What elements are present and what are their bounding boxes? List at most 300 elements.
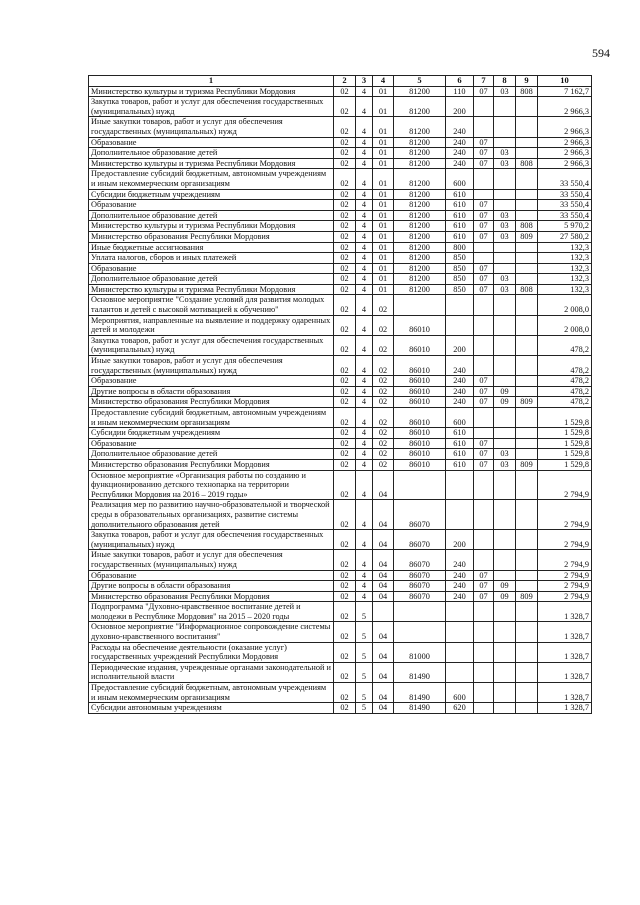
event-code-cell: 02 xyxy=(373,386,394,397)
ministry-code-cell: 809 xyxy=(516,231,538,242)
program-code-cell: 02 xyxy=(334,376,356,387)
subprogram-code-cell: 4 xyxy=(356,210,373,221)
expense-type-code-cell xyxy=(446,662,474,682)
column-header: 6 xyxy=(446,76,474,87)
event-code-cell: 01 xyxy=(373,137,394,148)
amount-cell: 2 966,3 xyxy=(538,137,592,148)
subsection-code-cell: 03 xyxy=(494,86,516,97)
expense-type-code-cell: 200 xyxy=(446,530,474,550)
section-code-cell: 07 xyxy=(474,386,494,397)
section-code-cell: 07 xyxy=(474,581,494,592)
table-row xyxy=(89,117,592,137)
amount-cell: 1 529,8 xyxy=(538,459,592,470)
section-code-cell xyxy=(474,295,494,315)
table-row xyxy=(89,500,592,530)
program-code-cell: 02 xyxy=(334,295,356,315)
section-code-cell: 07 xyxy=(474,263,494,274)
amount-cell: 2 966,3 xyxy=(538,158,592,169)
amount-cell: 478,2 xyxy=(538,335,592,355)
amount-cell: 1 529,8 xyxy=(538,408,592,428)
program-code-cell: 02 xyxy=(334,137,356,148)
item-name-cell: Образование xyxy=(89,376,334,387)
subsection-code-cell: 09 xyxy=(494,397,516,408)
subprogram-code-cell: 4 xyxy=(356,386,373,397)
table-row xyxy=(89,137,592,148)
amount-cell: 1 529,8 xyxy=(538,428,592,439)
amount-cell: 7 162,7 xyxy=(538,86,592,97)
ministry-code-cell xyxy=(516,210,538,221)
amount-cell: 2 794,9 xyxy=(538,570,592,581)
target-article-code-cell: 81200 xyxy=(394,263,446,274)
target-article-code-cell: 86010 xyxy=(394,408,446,428)
subsection-code-cell xyxy=(494,642,516,662)
table-body xyxy=(89,86,592,713)
section-code-cell xyxy=(474,602,494,622)
amount-cell: 2 008,0 xyxy=(538,295,592,315)
event-code-cell: 02 xyxy=(373,459,394,470)
subsection-code-cell: 09 xyxy=(494,386,516,397)
item-name-cell: Иные закупки товаров, работ и услуг для обеспечения государственных (муниципальных) нужд xyxy=(89,356,334,376)
section-code-cell xyxy=(474,500,494,530)
amount-cell: 33 550,4 xyxy=(538,200,592,211)
section-code-cell: 07 xyxy=(474,158,494,169)
subprogram-code-cell: 4 xyxy=(356,356,373,376)
event-code-cell: 02 xyxy=(373,397,394,408)
table-row xyxy=(89,295,592,315)
event-code-cell: 01 xyxy=(373,158,394,169)
table-row xyxy=(89,683,592,703)
column-header: 1 xyxy=(89,76,334,87)
expense-type-code-cell: 240 xyxy=(446,550,474,570)
expense-type-code-cell: 240 xyxy=(446,158,474,169)
subsection-code-cell xyxy=(494,550,516,570)
amount-cell: 1 328,7 xyxy=(538,662,592,682)
target-article-code-cell: 81200 xyxy=(394,242,446,253)
expense-type-code-cell xyxy=(446,470,474,500)
subprogram-code-cell: 4 xyxy=(356,97,373,117)
target-article-code-cell: 81200 xyxy=(394,200,446,211)
subprogram-code-cell: 4 xyxy=(356,231,373,242)
expense-type-code-cell: 240 xyxy=(446,117,474,137)
target-article-code-cell xyxy=(394,470,446,500)
expense-type-code-cell: 240 xyxy=(446,137,474,148)
subsection-code-cell xyxy=(494,335,516,355)
subsection-code-cell xyxy=(494,622,516,642)
item-name-cell: Основное мероприятие «Организация работы по созданию и функционированию детского технопарка на территории Республики Мордовия на 2016 – 2019 годы» xyxy=(89,470,334,500)
subprogram-code-cell: 4 xyxy=(356,397,373,408)
program-code-cell: 02 xyxy=(334,200,356,211)
item-name-cell: Дополнительное образование детей xyxy=(89,274,334,285)
target-article-code-cell: 81200 xyxy=(394,169,446,189)
subsection-code-cell xyxy=(494,169,516,189)
ministry-code-cell xyxy=(516,642,538,662)
program-code-cell: 02 xyxy=(334,622,356,642)
item-name-cell: Предоставление субсидий бюджетным, автономным учреждениям и иным некоммерческим организациям xyxy=(89,683,334,703)
amount-cell: 2 966,3 xyxy=(538,97,592,117)
section-code-cell xyxy=(474,622,494,642)
program-code-cell: 02 xyxy=(334,438,356,449)
program-code-cell: 02 xyxy=(334,315,356,335)
item-name-cell: Образование xyxy=(89,200,334,211)
expense-type-code-cell xyxy=(446,295,474,315)
program-code-cell: 02 xyxy=(334,97,356,117)
section-code-cell: 07 xyxy=(474,221,494,232)
expense-type-code-cell: 240 xyxy=(446,356,474,376)
subprogram-code-cell: 4 xyxy=(356,335,373,355)
subprogram-code-cell: 4 xyxy=(356,570,373,581)
program-code-cell: 02 xyxy=(334,408,356,428)
expense-type-code-cell: 610 xyxy=(446,231,474,242)
section-code-cell xyxy=(474,169,494,189)
item-name-cell: Субсидии бюджетным учреждениям xyxy=(89,428,334,439)
item-name-cell: Расходы на обеспечение деятельности (оказание услуг) государственных учреждений Республики Мордовия xyxy=(89,642,334,662)
expense-type-code-cell: 600 xyxy=(446,408,474,428)
item-name-cell: Министерство образования Республики Мордовия xyxy=(89,591,334,602)
amount-cell: 2 008,0 xyxy=(538,315,592,335)
event-code-cell: 02 xyxy=(373,376,394,387)
section-code-cell xyxy=(474,642,494,662)
subsection-code-cell xyxy=(494,408,516,428)
column-header: 4 xyxy=(373,76,394,87)
expense-type-code-cell: 610 xyxy=(446,449,474,460)
program-code-cell: 02 xyxy=(334,602,356,622)
subsection-code-cell xyxy=(494,470,516,500)
target-article-code-cell: 86010 xyxy=(394,386,446,397)
target-article-code-cell: 86010 xyxy=(394,428,446,439)
expense-type-code-cell: 610 xyxy=(446,438,474,449)
target-article-code-cell: 86010 xyxy=(394,449,446,460)
subsection-code-cell xyxy=(494,438,516,449)
amount-cell: 2 966,3 xyxy=(538,148,592,159)
section-code-cell xyxy=(474,335,494,355)
expense-type-code-cell: 620 xyxy=(446,703,474,714)
table-row xyxy=(89,530,592,550)
subsection-code-cell: 09 xyxy=(494,591,516,602)
event-code-cell: 02 xyxy=(373,315,394,335)
amount-cell: 132,3 xyxy=(538,253,592,264)
section-code-cell: 07 xyxy=(474,449,494,460)
item-name-cell: Закупка товаров, работ и услуг для обеспечения государственных (муниципальных) нужд xyxy=(89,335,334,355)
expense-type-code-cell: 850 xyxy=(446,263,474,274)
column-header: 10 xyxy=(538,76,592,87)
item-name-cell: Иные бюджетные ассигнования xyxy=(89,242,334,253)
item-name-cell: Уплата налогов, сборов и иных платежей xyxy=(89,253,334,264)
amount-cell: 1 328,7 xyxy=(538,703,592,714)
amount-cell: 1 328,7 xyxy=(538,642,592,662)
amount-cell: 132,3 xyxy=(538,263,592,274)
event-code-cell: 04 xyxy=(373,470,394,500)
subprogram-code-cell: 4 xyxy=(356,274,373,285)
program-code-cell: 02 xyxy=(334,263,356,274)
item-name-cell: Предоставление субсидий бюджетным, автономным учреждениям и иным некоммерческим организациям xyxy=(89,408,334,428)
target-article-code-cell: 86070 xyxy=(394,550,446,570)
item-name-cell: Образование xyxy=(89,570,334,581)
expense-type-code-cell xyxy=(446,642,474,662)
subprogram-code-cell: 4 xyxy=(356,242,373,253)
ministry-code-cell xyxy=(516,335,538,355)
subsection-code-cell xyxy=(494,530,516,550)
ministry-code-cell: 808 xyxy=(516,221,538,232)
program-code-cell: 02 xyxy=(334,386,356,397)
subsection-code-cell: 03 xyxy=(494,210,516,221)
item-name-cell: Субсидии бюджетным учреждениям xyxy=(89,189,334,200)
target-article-code-cell: 86010 xyxy=(394,397,446,408)
table-row xyxy=(89,408,592,428)
event-code-cell: 01 xyxy=(373,284,394,295)
subprogram-code-cell: 4 xyxy=(356,530,373,550)
table-row xyxy=(89,221,592,232)
amount-cell: 2 794,9 xyxy=(538,470,592,500)
subsection-code-cell: 03 xyxy=(494,284,516,295)
item-name-cell: Министерство культуры и туризма Республики Мордовия xyxy=(89,284,334,295)
program-code-cell: 02 xyxy=(334,284,356,295)
target-article-code-cell: 86070 xyxy=(394,500,446,530)
subsection-code-cell xyxy=(494,97,516,117)
target-article-code-cell: 81490 xyxy=(394,683,446,703)
subprogram-code-cell: 5 xyxy=(356,703,373,714)
amount-cell: 33 550,4 xyxy=(538,189,592,200)
amount-cell: 132,3 xyxy=(538,242,592,253)
event-code-cell: 02 xyxy=(373,449,394,460)
subsection-code-cell: 03 xyxy=(494,459,516,470)
target-article-code-cell: 86010 xyxy=(394,356,446,376)
subsection-code-cell xyxy=(494,315,516,335)
table-row xyxy=(89,335,592,355)
expense-type-code-cell: 200 xyxy=(446,335,474,355)
expense-type-code-cell: 240 xyxy=(446,376,474,387)
ministry-code-cell xyxy=(516,386,538,397)
subprogram-code-cell: 4 xyxy=(356,117,373,137)
table-row xyxy=(89,662,592,682)
column-header: 2 xyxy=(334,76,356,87)
amount-cell: 1 328,7 xyxy=(538,602,592,622)
section-code-cell: 07 xyxy=(474,274,494,285)
target-article-code-cell: 86010 xyxy=(394,376,446,387)
target-article-code-cell: 86010 xyxy=(394,459,446,470)
table-row xyxy=(89,581,592,592)
expense-type-code-cell xyxy=(446,602,474,622)
table-row xyxy=(89,148,592,159)
event-code-cell: 01 xyxy=(373,242,394,253)
item-name-cell: Иные закупки товаров, работ и услуг для обеспечения государственных (муниципальных) нужд xyxy=(89,117,334,137)
subsection-code-cell xyxy=(494,263,516,274)
subprogram-code-cell: 4 xyxy=(356,158,373,169)
item-name-cell: Закупка товаров, работ и услуг для обеспечения государственных (муниципальных) нужд xyxy=(89,530,334,550)
item-name-cell: Дополнительное образование детей xyxy=(89,148,334,159)
event-code-cell: 02 xyxy=(373,335,394,355)
item-name-cell: Министерство культуры и туризма Республики Мордовия xyxy=(89,221,334,232)
item-name-cell: Дополнительное образование детей xyxy=(89,210,334,221)
section-code-cell xyxy=(474,117,494,137)
item-name-cell: Министерство образования Республики Мордовия xyxy=(89,459,334,470)
subprogram-code-cell: 5 xyxy=(356,622,373,642)
ministry-code-cell xyxy=(516,662,538,682)
section-code-cell xyxy=(474,662,494,682)
ministry-code-cell: 808 xyxy=(516,86,538,97)
expense-type-code-cell: 610 xyxy=(446,428,474,439)
section-code-cell xyxy=(474,408,494,428)
target-article-code-cell: 81200 xyxy=(394,253,446,264)
program-code-cell: 02 xyxy=(334,210,356,221)
section-code-cell: 07 xyxy=(474,397,494,408)
item-name-cell: Образование xyxy=(89,137,334,148)
table-row xyxy=(89,356,592,376)
event-code-cell: 04 xyxy=(373,642,394,662)
program-code-cell: 02 xyxy=(334,470,356,500)
subprogram-code-cell: 4 xyxy=(356,221,373,232)
subsection-code-cell: 09 xyxy=(494,581,516,592)
event-code-cell xyxy=(373,602,394,622)
table-row xyxy=(89,315,592,335)
table-row xyxy=(89,242,592,253)
table-row xyxy=(89,158,592,169)
event-code-cell: 01 xyxy=(373,263,394,274)
item-name-cell: Периодические издания, учрежденные органами законодательной и исполнительной власти xyxy=(89,662,334,682)
event-code-cell: 04 xyxy=(373,530,394,550)
item-name-cell: Министерство образования Республики Мордовия xyxy=(89,231,334,242)
subsection-code-cell xyxy=(494,683,516,703)
table-row xyxy=(89,438,592,449)
subprogram-code-cell: 4 xyxy=(356,284,373,295)
expense-type-code-cell xyxy=(446,315,474,335)
table-row xyxy=(89,376,592,387)
table-header-row xyxy=(89,76,592,87)
table-row xyxy=(89,97,592,117)
program-code-cell: 02 xyxy=(334,169,356,189)
ministry-code-cell xyxy=(516,622,538,642)
target-article-code-cell: 81200 xyxy=(394,158,446,169)
program-code-cell: 02 xyxy=(334,242,356,253)
event-code-cell: 01 xyxy=(373,253,394,264)
ministry-code-cell xyxy=(516,602,538,622)
item-name-cell: Предоставление субсидий бюджетным, автономным учреждениям и иным некоммерческим организациям xyxy=(89,169,334,189)
item-name-cell: Реализация мер по развитию научно-образовательной и творческой среды в образовательных организациях, развитие системы дополнительного образования детей xyxy=(89,500,334,530)
subprogram-code-cell: 4 xyxy=(356,376,373,387)
amount-cell: 1 328,7 xyxy=(538,622,592,642)
amount-cell: 2 794,9 xyxy=(538,581,592,592)
target-article-code-cell: 86010 xyxy=(394,438,446,449)
ministry-code-cell xyxy=(516,263,538,274)
ministry-code-cell: 809 xyxy=(516,397,538,408)
section-code-cell xyxy=(474,550,494,570)
table-row xyxy=(89,231,592,242)
target-article-code-cell: 81200 xyxy=(394,148,446,159)
ministry-code-cell xyxy=(516,500,538,530)
event-code-cell: 04 xyxy=(373,550,394,570)
amount-cell: 2 966,3 xyxy=(538,117,592,137)
expense-type-code-cell: 240 xyxy=(446,591,474,602)
budget-table xyxy=(88,75,592,714)
item-name-cell: Образование xyxy=(89,263,334,274)
expense-type-code-cell: 610 xyxy=(446,189,474,200)
table-row xyxy=(89,622,592,642)
program-code-cell: 02 xyxy=(334,397,356,408)
table-row xyxy=(89,189,592,200)
program-code-cell: 02 xyxy=(334,683,356,703)
table-row xyxy=(89,263,592,274)
program-code-cell: 02 xyxy=(334,335,356,355)
expense-type-code-cell: 610 xyxy=(446,221,474,232)
ministry-code-cell xyxy=(516,242,538,253)
ministry-code-cell xyxy=(516,570,538,581)
item-name-cell: Подпрограмма "Духовно-нравственное воспитание детей и молодежи в Республике Мордовия" на 2015 – 2020 годы xyxy=(89,602,334,622)
item-name-cell: Образование xyxy=(89,438,334,449)
subsection-code-cell xyxy=(494,295,516,315)
amount-cell: 132,3 xyxy=(538,274,592,285)
subprogram-code-cell: 4 xyxy=(356,500,373,530)
ministry-code-cell: 809 xyxy=(516,459,538,470)
ministry-code-cell xyxy=(516,408,538,428)
expense-type-code-cell: 240 xyxy=(446,397,474,408)
target-article-code-cell xyxy=(394,602,446,622)
table-row xyxy=(89,428,592,439)
item-name-cell: Иные закупки товаров, работ и услуг для обеспечения государственных (муниципальных) нужд xyxy=(89,550,334,570)
subsection-code-cell: 03 xyxy=(494,449,516,460)
subprogram-code-cell: 4 xyxy=(356,189,373,200)
event-code-cell: 01 xyxy=(373,210,394,221)
target-article-code-cell: 81200 xyxy=(394,221,446,232)
subsection-code-cell xyxy=(494,253,516,264)
event-code-cell: 01 xyxy=(373,169,394,189)
amount-cell: 478,2 xyxy=(538,386,592,397)
target-article-code-cell: 86010 xyxy=(394,315,446,335)
page-number: 594 xyxy=(592,46,610,60)
ministry-code-cell xyxy=(516,169,538,189)
event-code-cell: 04 xyxy=(373,622,394,642)
ministry-code-cell xyxy=(516,449,538,460)
event-code-cell: 02 xyxy=(373,408,394,428)
ministry-code-cell xyxy=(516,703,538,714)
target-article-code-cell xyxy=(394,622,446,642)
target-article-code-cell: 81490 xyxy=(394,703,446,714)
item-name-cell: Субсидии автономным учреждениям xyxy=(89,703,334,714)
target-article-code-cell: 86070 xyxy=(394,570,446,581)
event-code-cell: 04 xyxy=(373,500,394,530)
program-code-cell: 02 xyxy=(334,459,356,470)
item-name-cell: Министерство культуры и туризма Республики Мордовия xyxy=(89,158,334,169)
expense-type-code-cell xyxy=(446,622,474,642)
target-article-code-cell: 86010 xyxy=(394,335,446,355)
expense-type-code-cell: 850 xyxy=(446,274,474,285)
ministry-code-cell xyxy=(516,97,538,117)
subsection-code-cell: 03 xyxy=(494,274,516,285)
ministry-code-cell xyxy=(516,189,538,200)
target-article-code-cell: 86070 xyxy=(394,591,446,602)
table-row xyxy=(89,274,592,285)
program-code-cell: 02 xyxy=(334,158,356,169)
ministry-code-cell xyxy=(516,137,538,148)
table-row xyxy=(89,459,592,470)
section-code-cell: 07 xyxy=(474,438,494,449)
subprogram-code-cell: 5 xyxy=(356,683,373,703)
section-code-cell: 07 xyxy=(474,591,494,602)
subsection-code-cell xyxy=(494,602,516,622)
program-code-cell: 02 xyxy=(334,662,356,682)
amount-cell: 2 794,9 xyxy=(538,591,592,602)
amount-cell: 132,3 xyxy=(538,284,592,295)
event-code-cell: 04 xyxy=(373,570,394,581)
section-code-cell: 07 xyxy=(474,231,494,242)
amount-cell: 1 328,7 xyxy=(538,683,592,703)
section-code-cell: 07 xyxy=(474,570,494,581)
subsection-code-cell xyxy=(494,356,516,376)
subprogram-code-cell: 4 xyxy=(356,550,373,570)
target-article-code-cell: 86070 xyxy=(394,581,446,592)
expense-type-code-cell: 200 xyxy=(446,97,474,117)
amount-cell: 2 794,9 xyxy=(538,550,592,570)
subsection-code-cell: 03 xyxy=(494,158,516,169)
event-code-cell: 01 xyxy=(373,200,394,211)
